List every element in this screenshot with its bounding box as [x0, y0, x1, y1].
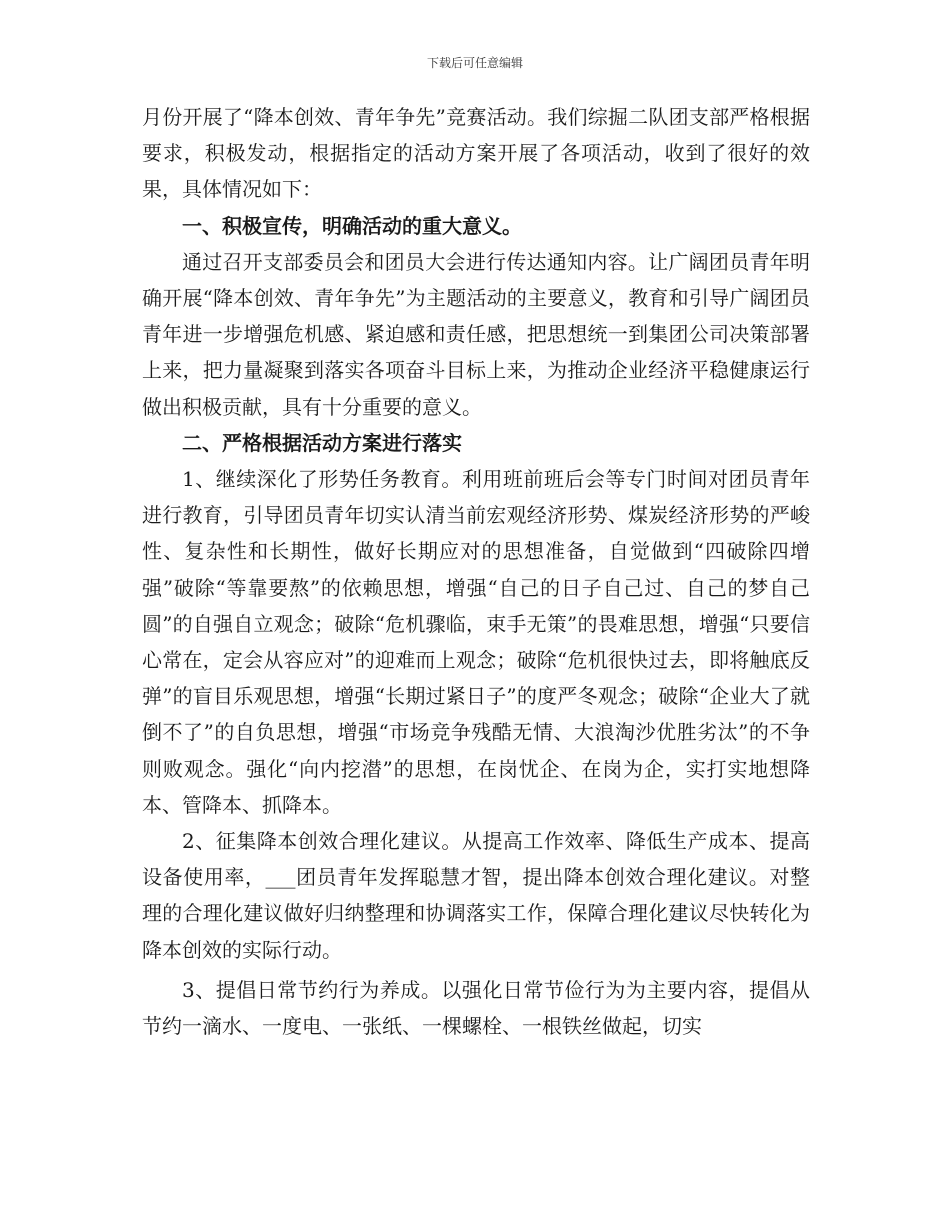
document-body	[142, 99, 810, 1044]
paragraph-item-2: 2、征集降本创效合理化建议。从提高工作效率、降低生产成本、提高设备使用率，___团员青年发挥聪慧才智，提出降本创效合理化建议。对整理的合理化建议做好归纳整理和协调落实工作，保障合理化建议尽快转化为降本创效的实际行动。	[142, 829, 810, 962]
paragraph-publicity: 通过召开支部委员会和团员大会进行传达通知内容。让广阔团员青年明确开展“降本创效、青年争先”为主题活动的主要意义，教育和引导广阔团员青年进一步增强危机感、紧迫感和责任感，把思想统一到集团公司决策部署上来，把力量凝聚到落实各项奋斗目标上来，为推动企业经济平稳健康运行做出积极贡献，具有十分重要的意义。	[142, 249, 810, 419]
section-heading-1: 一、积极宣传，明确活动的重大意义。	[182, 213, 522, 238]
page-header: 下载后可任意编辑	[426, 56, 523, 70]
section-heading-2: 二、严格根据活动方案进行落实	[182, 430, 462, 455]
paragraph-item-1: 1、继续深化了形势任务教育。利用班前班后会等专门时间对团员青年进行教育，引导团员青年切实认清当前宏观经济形势、煤炭经济形势的严峻性、复杂性和长期性，做好长期应对的思想准备，自觉做到“四破除四增强”破除“等靠要熬”的依赖思想，增强“自己的日子自己过、自己的梦自己圆”的自强自立观念；破除“危机骤临，束手无策”的畏难思想，增强“只要信心常在，定会从容应对”的迎难而上观念；破除“危机很快过去，即将触底反弹”的盲目乐观思想，增强“长期过紧日子”的度严冬观念；破除“企业大了就倒不了”的自负思想，增强“市场竞争残酷无情、大浪淘沙优胜劣汰”的不争则败观念。强化“向内挖潜”的思想，在岗忧企、在岗为企，实打实地想降本、管降本、抓降本。	[142, 467, 810, 817]
paragraph-intro: 月份开展了“降本创效、青年争先”竞赛活动。我们综掘二队团支部严格根据要求，积极发动，根据指定的活动方案开展了各项活动，收到了很好的效果，具体情况如下：	[142, 105, 810, 202]
paragraph-item-3: 3、提倡日常节约行为养成。以强化日常节俭行为为主要内容，提倡从节约一滴水、一度电、一张纸、一棵螺栓、一根铁丝做起，切实	[142, 977, 810, 1039]
